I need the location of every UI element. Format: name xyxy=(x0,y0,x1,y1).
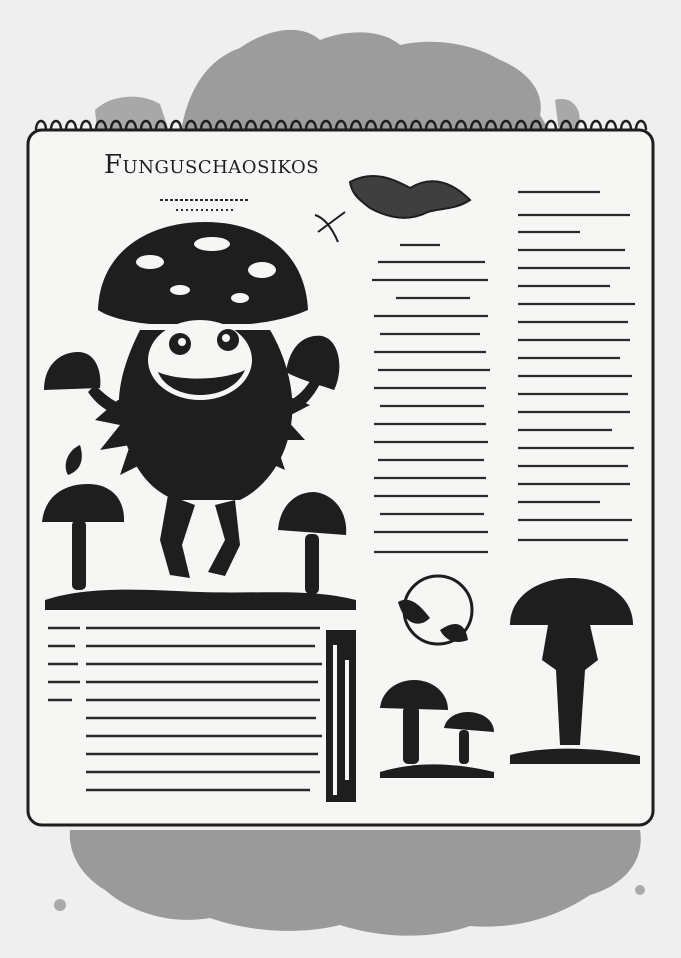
splash-dot xyxy=(635,885,645,895)
page-title: Funguschaosikos xyxy=(104,150,320,180)
decorative-column xyxy=(326,630,356,802)
ink-splash-bottom xyxy=(70,830,641,936)
splash-dot xyxy=(54,899,66,911)
